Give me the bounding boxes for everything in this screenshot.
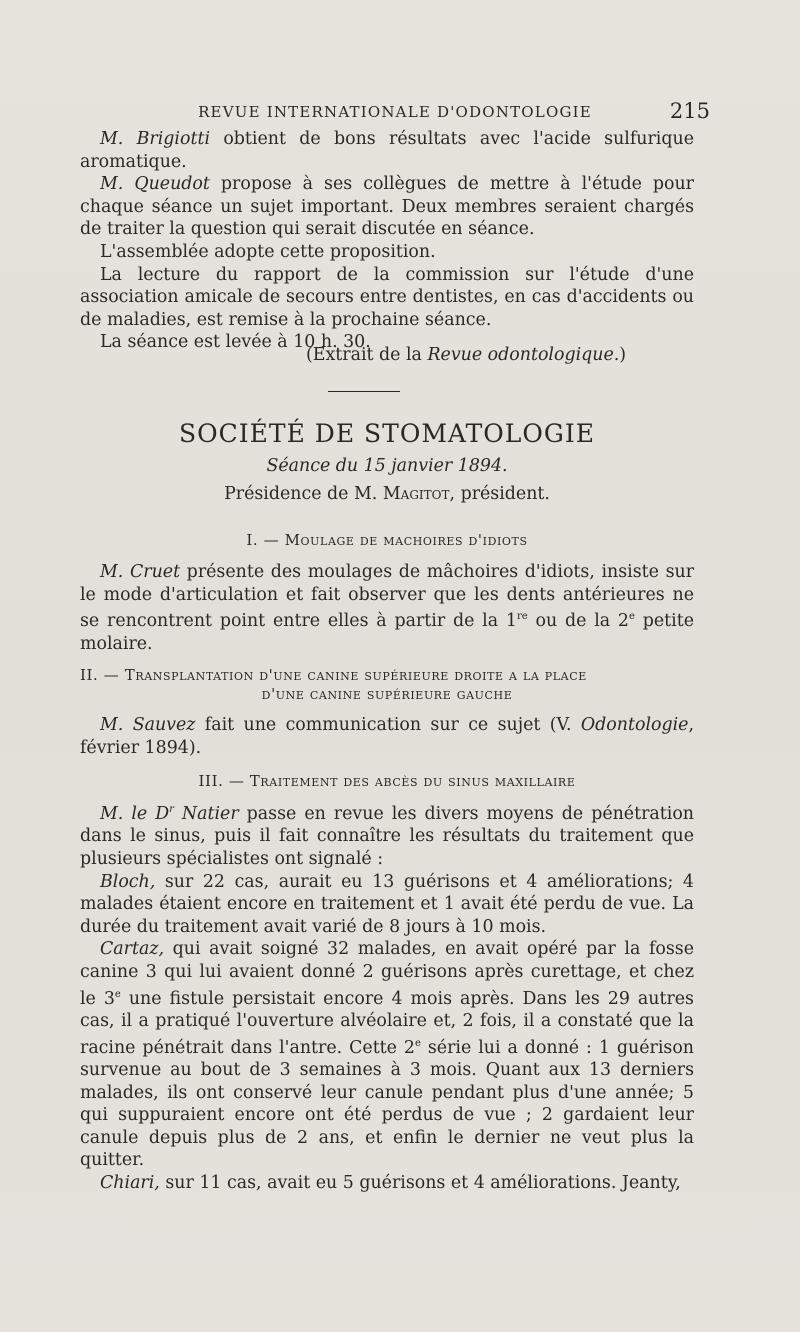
section-heading-1: I. — Moulage de machoires d'idiots: [246, 531, 528, 549]
speaker-name: M. Brigiotti: [100, 129, 211, 149]
section-heading-2-line-2: d'une canine supérieure gauche: [261, 685, 513, 703]
author-name: Chiari,: [100, 1172, 160, 1193]
speaker-name: M. Queudot: [100, 174, 210, 195]
session-date: Séance du 15 janvier 1894.: [266, 456, 508, 476]
paragraph-cruet: M. Cruet présente des moulages de mâchoires d'idiots, insiste sur le mode d'articulation et fait observer que les dents antérieures ne se rencontrent point entre elles à partir de la 1re ou de la 2e petite molaire.: [80, 562, 695, 654]
paragraph-report: La lecture du rapport de la commission sur l'étude d'une association amicale de secours entre dentistes, en cas d'accidents ou de maladies, est remise à la prochaine séance.: [80, 264, 694, 330]
presidency-line: Présidence de M. Magitot, président.: [224, 484, 550, 504]
paragraph-queudot: M. Queudot propose à ses collègues de mettre à l'étude pour chaque séance un sujet important. Deux membres seraient chargés de traiter la question qui serait discutée en séance.: [80, 174, 694, 240]
society-title: SOCIÉTÉ DE STOMATOLOGIE: [179, 419, 595, 448]
running-title: REVUE INTERNATIONALE D'ODONTOLOGIE: [198, 103, 592, 121]
section-divider: [328, 391, 400, 392]
paragraph-assembly: L'assemblée adopte cette proposition.: [100, 241, 436, 262]
running-header: [80, 99, 710, 127]
paragraph-cartaz: Cartaz, qui avait soigné 32 malades, en avait opéré par la fosse canine 3 qui lui avaient donné 2 guérisons après curettage, et chez le 3e une fistule persistait encore 4 mois après. Dans les 29 autres cas, il a pratiqué l'ouverture alvéolaire et, 2 fois, il a constaté que la racine pénétrait dans l'antre. Cette 2e série lui a donné : 1 guérison survenue au bout de 3 semaines à 3 mois. Quant aux 13 derniers malades, ils ont conservé leur canule pendant plus d'une année; 5 qui suppuraient encore ont été perdus de vue ; 2 gardaient leur canule depuis plus de 2 ans, et enfin le dernier ne veut plus la quitter.: [80, 939, 694, 1171]
source-citation: (Extrait de la Revue odontologique.): [306, 345, 627, 365]
paragraph-chiari: Chiari, sur 11 cas, avait eu 5 guérisons et 4 améliorations. Jeanty,: [100, 1172, 681, 1193]
page-number: 215: [669, 99, 710, 123]
speaker-name: M. Sauvez: [100, 715, 196, 735]
paragraph-brigiotti: M. Brigiotti obtient de bons résultats avec l'acide sulfurique aromatique.: [80, 129, 694, 172]
author-name: Cartaz,: [100, 939, 165, 960]
section-1-text: [80, 561, 694, 655]
speaker-name: M. le $D^r$ Natier: [100, 803, 239, 824]
paragraph-natier: M. le $D^r$ Natier passe en revue les divers moyens de pénétration dans le sinus, puis il fait connaître les résultats du traitement que plusieurs spécialistes ont signalé :: [80, 803, 694, 869]
paragraph-sauvez: M. Sauvez fait une communication sur ce sujet (V. Odontologie, février 1894).: [80, 715, 694, 758]
section-heading-2-line-1: II. — Transplantation d'une canine supérieure droite a la place: [80, 666, 587, 684]
section-3-text: [80, 799, 694, 1194]
meeting-minutes-text: [80, 128, 694, 354]
paragraph-bloch: Bloch, sur 22 cas, aurait eu 13 guérisons et 4 améliorations; 4 malades étaient encore en traitement et 1 avait été perdu de vue. La durée du traitement avait varié de 8 jours à 10 mois.: [80, 871, 694, 937]
paragraph-closing: La séance est levée à 10 h. 30.: [100, 332, 371, 353]
author-name: Bloch,: [100, 871, 156, 892]
speaker-name: M. Cruet: [100, 562, 181, 582]
section-heading-3: III. — Traitement des abcès du sinus maxillaire: [198, 772, 576, 790]
section-2-text: [80, 714, 694, 759]
